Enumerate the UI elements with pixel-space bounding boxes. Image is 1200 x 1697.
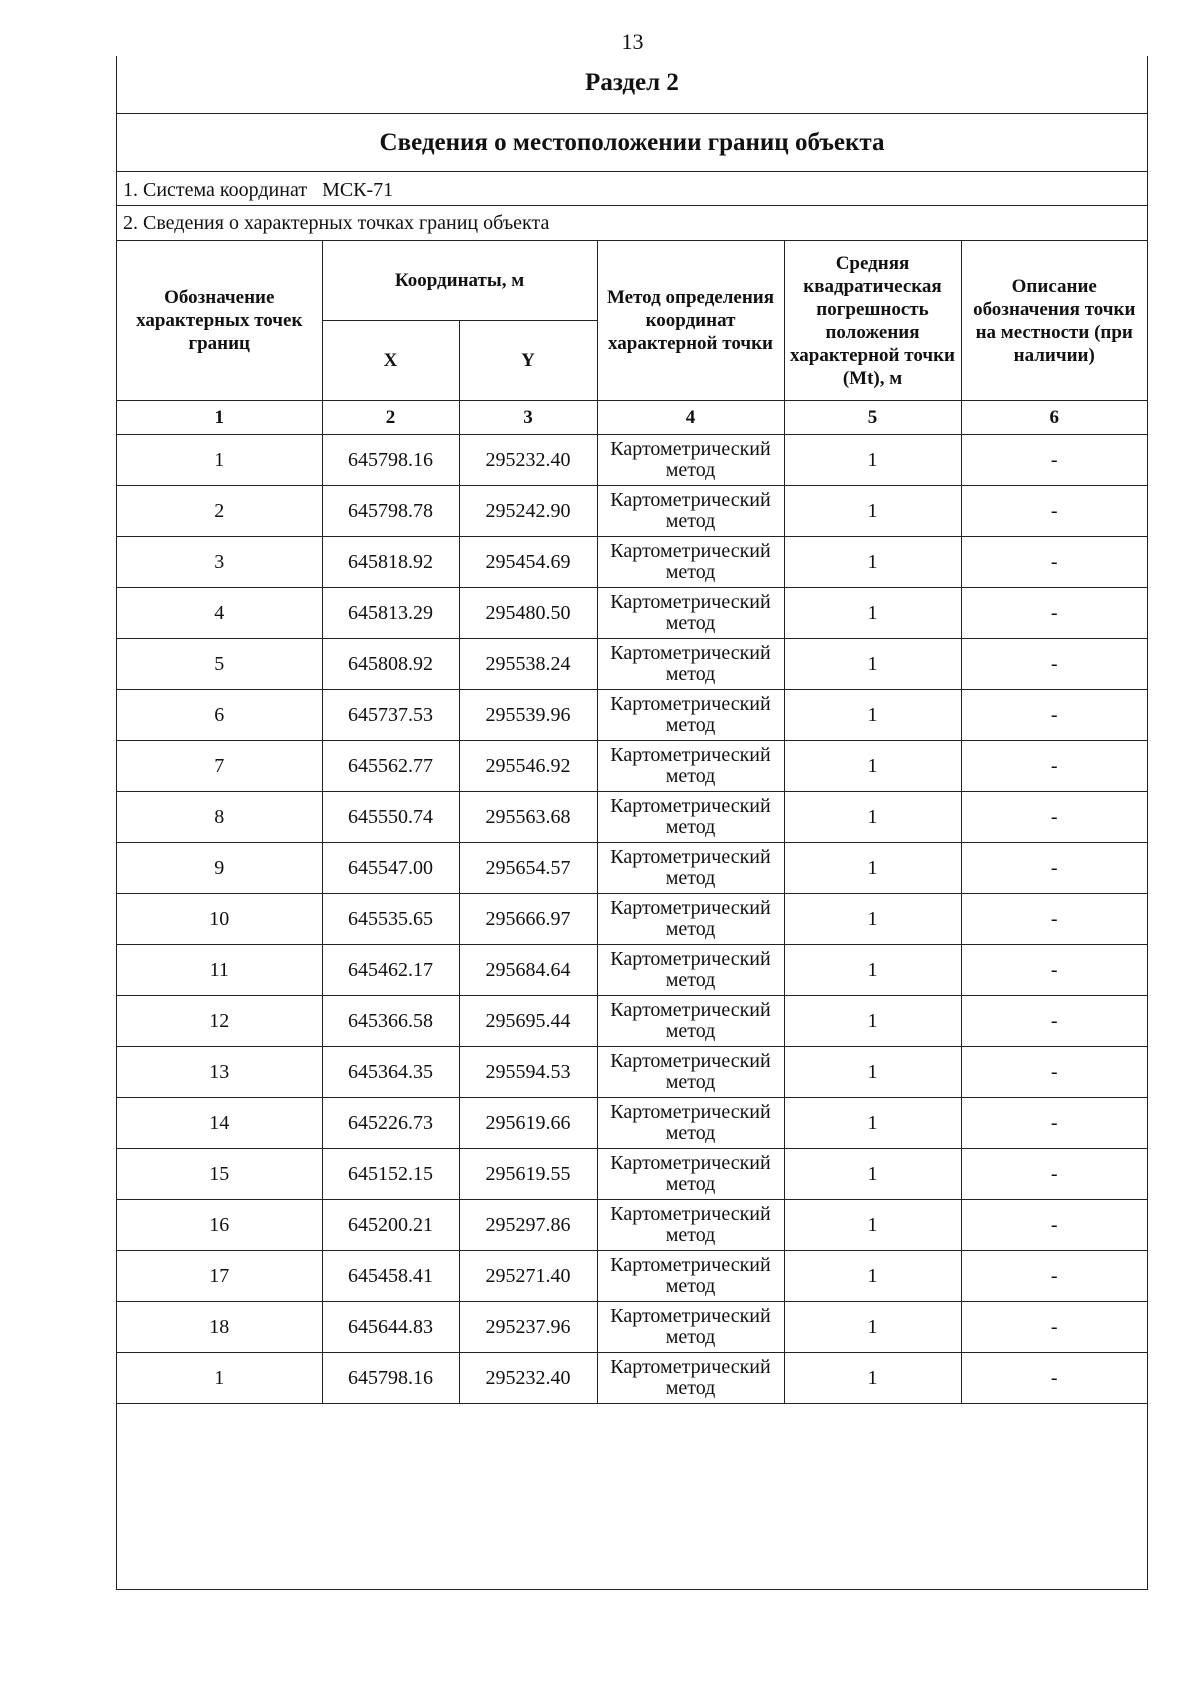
point-cell: 1 (117, 1353, 322, 1404)
description-cell: - (961, 1302, 1147, 1353)
method-cell: Картометрический метод (597, 1251, 784, 1302)
description-cell: - (961, 537, 1147, 588)
point-cell: 4 (117, 588, 322, 639)
error-cell: 1 (784, 690, 961, 741)
column-number: 3 (459, 401, 597, 435)
y-cell: 295242.90 (459, 486, 597, 537)
x-cell: 645737.53 (322, 690, 459, 741)
error-cell: 1 (784, 996, 961, 1047)
error-cell: 1 (784, 435, 961, 486)
y-cell: 295237.96 (459, 1302, 597, 1353)
y-cell: 295666.97 (459, 894, 597, 945)
column-number: 1 (117, 401, 322, 435)
point-cell: 18 (117, 1302, 322, 1353)
boundary-points-table (117, 240, 1147, 1404)
error-cell: 1 (784, 792, 961, 843)
method-cell: Картометрический метод (597, 537, 784, 588)
error-cell: 1 (784, 1098, 961, 1149)
x-cell: 645798.16 (322, 1353, 459, 1404)
y-cell: 295684.64 (459, 945, 597, 996)
x-cell: 645364.35 (322, 1047, 459, 1098)
point-cell: 5 (117, 639, 322, 690)
y-cell: 295232.40 (459, 435, 597, 486)
header-error: Средняя квадратическая погрешность положения характерной точки (Mt), м (784, 241, 961, 401)
point-cell: 6 (117, 690, 322, 741)
points-caption: 2. Сведения о характерных точках границ объекта (123, 212, 550, 234)
point-cell: 10 (117, 894, 322, 945)
y-cell: 295538.24 (459, 639, 597, 690)
description-cell: - (961, 792, 1147, 843)
error-cell: 1 (784, 486, 961, 537)
x-cell: 645813.29 (322, 588, 459, 639)
method-cell: Картометрический метод (597, 741, 784, 792)
description-cell: - (961, 690, 1147, 741)
section-title: Раздел 2 (117, 56, 1147, 114)
page-number: 13 (621, 29, 644, 54)
method-cell: Картометрический метод (597, 894, 784, 945)
point-cell: 7 (117, 741, 322, 792)
x-cell: 645798.16 (322, 435, 459, 486)
error-cell: 1 (784, 1200, 961, 1251)
method-cell: Картометрический метод (597, 639, 784, 690)
column-number: 6 (961, 401, 1147, 435)
column-number: 2 (322, 401, 459, 435)
description-cell: - (961, 1200, 1147, 1251)
description-cell: - (961, 588, 1147, 639)
table-row (117, 1200, 1147, 1251)
description-cell: - (961, 1149, 1147, 1200)
table-row (117, 1098, 1147, 1149)
y-cell: 295619.66 (459, 1098, 597, 1149)
header-method: Метод определения координат характерной точки (597, 241, 784, 401)
document-frame (116, 56, 1148, 1590)
error-cell: 1 (784, 588, 961, 639)
point-cell: 17 (117, 1251, 322, 1302)
method-cell: Картометрический метод (597, 1200, 784, 1251)
table-row (117, 894, 1147, 945)
point-cell: 3 (117, 537, 322, 588)
point-cell: 2 (117, 486, 322, 537)
point-cell: 14 (117, 1098, 322, 1149)
description-cell: - (961, 486, 1147, 537)
header-coordinates: Координаты, м (322, 241, 597, 321)
column-number-row (117, 401, 1147, 435)
table-row (117, 1149, 1147, 1200)
table-row (117, 945, 1147, 996)
y-cell: 295619.55 (459, 1149, 597, 1200)
error-cell: 1 (784, 945, 961, 996)
point-cell: 15 (117, 1149, 322, 1200)
x-cell: 645462.17 (322, 945, 459, 996)
y-cell: 295654.57 (459, 843, 597, 894)
y-cell: 295594.53 (459, 1047, 597, 1098)
x-cell: 645547.00 (322, 843, 459, 894)
x-cell: 645562.77 (322, 741, 459, 792)
coordinate-system-value: МСК-71 (322, 179, 394, 201)
error-cell: 1 (784, 1353, 961, 1404)
x-cell: 645550.74 (322, 792, 459, 843)
column-number: 4 (597, 401, 784, 435)
x-cell: 645818.92 (322, 537, 459, 588)
method-cell: Картометрический метод (597, 1353, 784, 1404)
error-cell: 1 (784, 537, 961, 588)
y-cell: 295695.44 (459, 996, 597, 1047)
object-title: Сведения о местоположении границ объекта (117, 114, 1147, 172)
point-cell: 11 (117, 945, 322, 996)
point-cell: 1 (117, 435, 322, 486)
description-cell: - (961, 1047, 1147, 1098)
description-cell: - (961, 843, 1147, 894)
description-cell: - (961, 1353, 1147, 1404)
table-row (117, 537, 1147, 588)
x-cell: 645798.78 (322, 486, 459, 537)
method-cell: Картометрический метод (597, 435, 784, 486)
description-cell: - (961, 894, 1147, 945)
table-row (117, 1353, 1147, 1404)
method-cell: Картометрический метод (597, 1098, 784, 1149)
x-cell: 645644.83 (322, 1302, 459, 1353)
x-cell: 645535.65 (322, 894, 459, 945)
method-cell: Картометрический метод (597, 792, 784, 843)
error-cell: 1 (784, 741, 961, 792)
description-cell: - (961, 1098, 1147, 1149)
point-cell: 9 (117, 843, 322, 894)
column-number: 5 (784, 401, 961, 435)
method-cell: Картометрический метод (597, 945, 784, 996)
y-cell: 295271.40 (459, 1251, 597, 1302)
y-cell: 295539.96 (459, 690, 597, 741)
method-cell: Картометрический метод (597, 996, 784, 1047)
error-cell: 1 (784, 639, 961, 690)
coordinate-system-line (117, 172, 1147, 206)
x-cell: 645808.92 (322, 639, 459, 690)
table-row (117, 435, 1147, 486)
table-row (117, 639, 1147, 690)
table-row (117, 792, 1147, 843)
method-cell: Картометрический метод (597, 690, 784, 741)
y-cell: 295546.92 (459, 741, 597, 792)
y-cell: 295297.86 (459, 1200, 597, 1251)
table-row (117, 1047, 1147, 1098)
header-x: X (322, 321, 459, 401)
table-body (117, 435, 1147, 1404)
description-cell: - (961, 1251, 1147, 1302)
table-row (117, 996, 1147, 1047)
table-row (117, 1302, 1147, 1353)
table-row (117, 1251, 1147, 1302)
header-description: Описание обозначения точки на местности (при наличии) (961, 241, 1147, 401)
point-cell: 12 (117, 996, 322, 1047)
error-cell: 1 (784, 1302, 961, 1353)
header-point: Обозначение характерных точек границ (117, 241, 322, 401)
y-cell: 295232.40 (459, 1353, 597, 1404)
method-cell: Картометрический метод (597, 1302, 784, 1353)
method-cell: Картометрический метод (597, 588, 784, 639)
x-cell: 645226.73 (322, 1098, 459, 1149)
y-cell: 295480.50 (459, 588, 597, 639)
table-row (117, 741, 1147, 792)
y-cell: 295454.69 (459, 537, 597, 588)
error-cell: 1 (784, 1149, 961, 1200)
table-row (117, 588, 1147, 639)
method-cell: Картометрический метод (597, 1149, 784, 1200)
x-cell: 645200.21 (322, 1200, 459, 1251)
error-cell: 1 (784, 1251, 961, 1302)
coordinate-system-label: 1. Система координат (123, 179, 308, 201)
point-cell: 13 (117, 1047, 322, 1098)
table-row (117, 843, 1147, 894)
point-cell: 8 (117, 792, 322, 843)
description-cell: - (961, 639, 1147, 690)
header-y: Y (459, 321, 597, 401)
method-cell: Картометрический метод (597, 486, 784, 537)
error-cell: 1 (784, 1047, 961, 1098)
description-cell: - (961, 945, 1147, 996)
description-cell: - (961, 435, 1147, 486)
point-cell: 16 (117, 1200, 322, 1251)
error-cell: 1 (784, 843, 961, 894)
x-cell: 645152.15 (322, 1149, 459, 1200)
method-cell: Картометрический метод (597, 843, 784, 894)
x-cell: 645366.58 (322, 996, 459, 1047)
y-cell: 295563.68 (459, 792, 597, 843)
description-cell: - (961, 741, 1147, 792)
table-row (117, 690, 1147, 741)
description-cell: - (961, 996, 1147, 1047)
table-row (117, 486, 1147, 537)
x-cell: 645458.41 (322, 1251, 459, 1302)
method-cell: Картометрический метод (597, 1047, 784, 1098)
error-cell: 1 (784, 894, 961, 945)
